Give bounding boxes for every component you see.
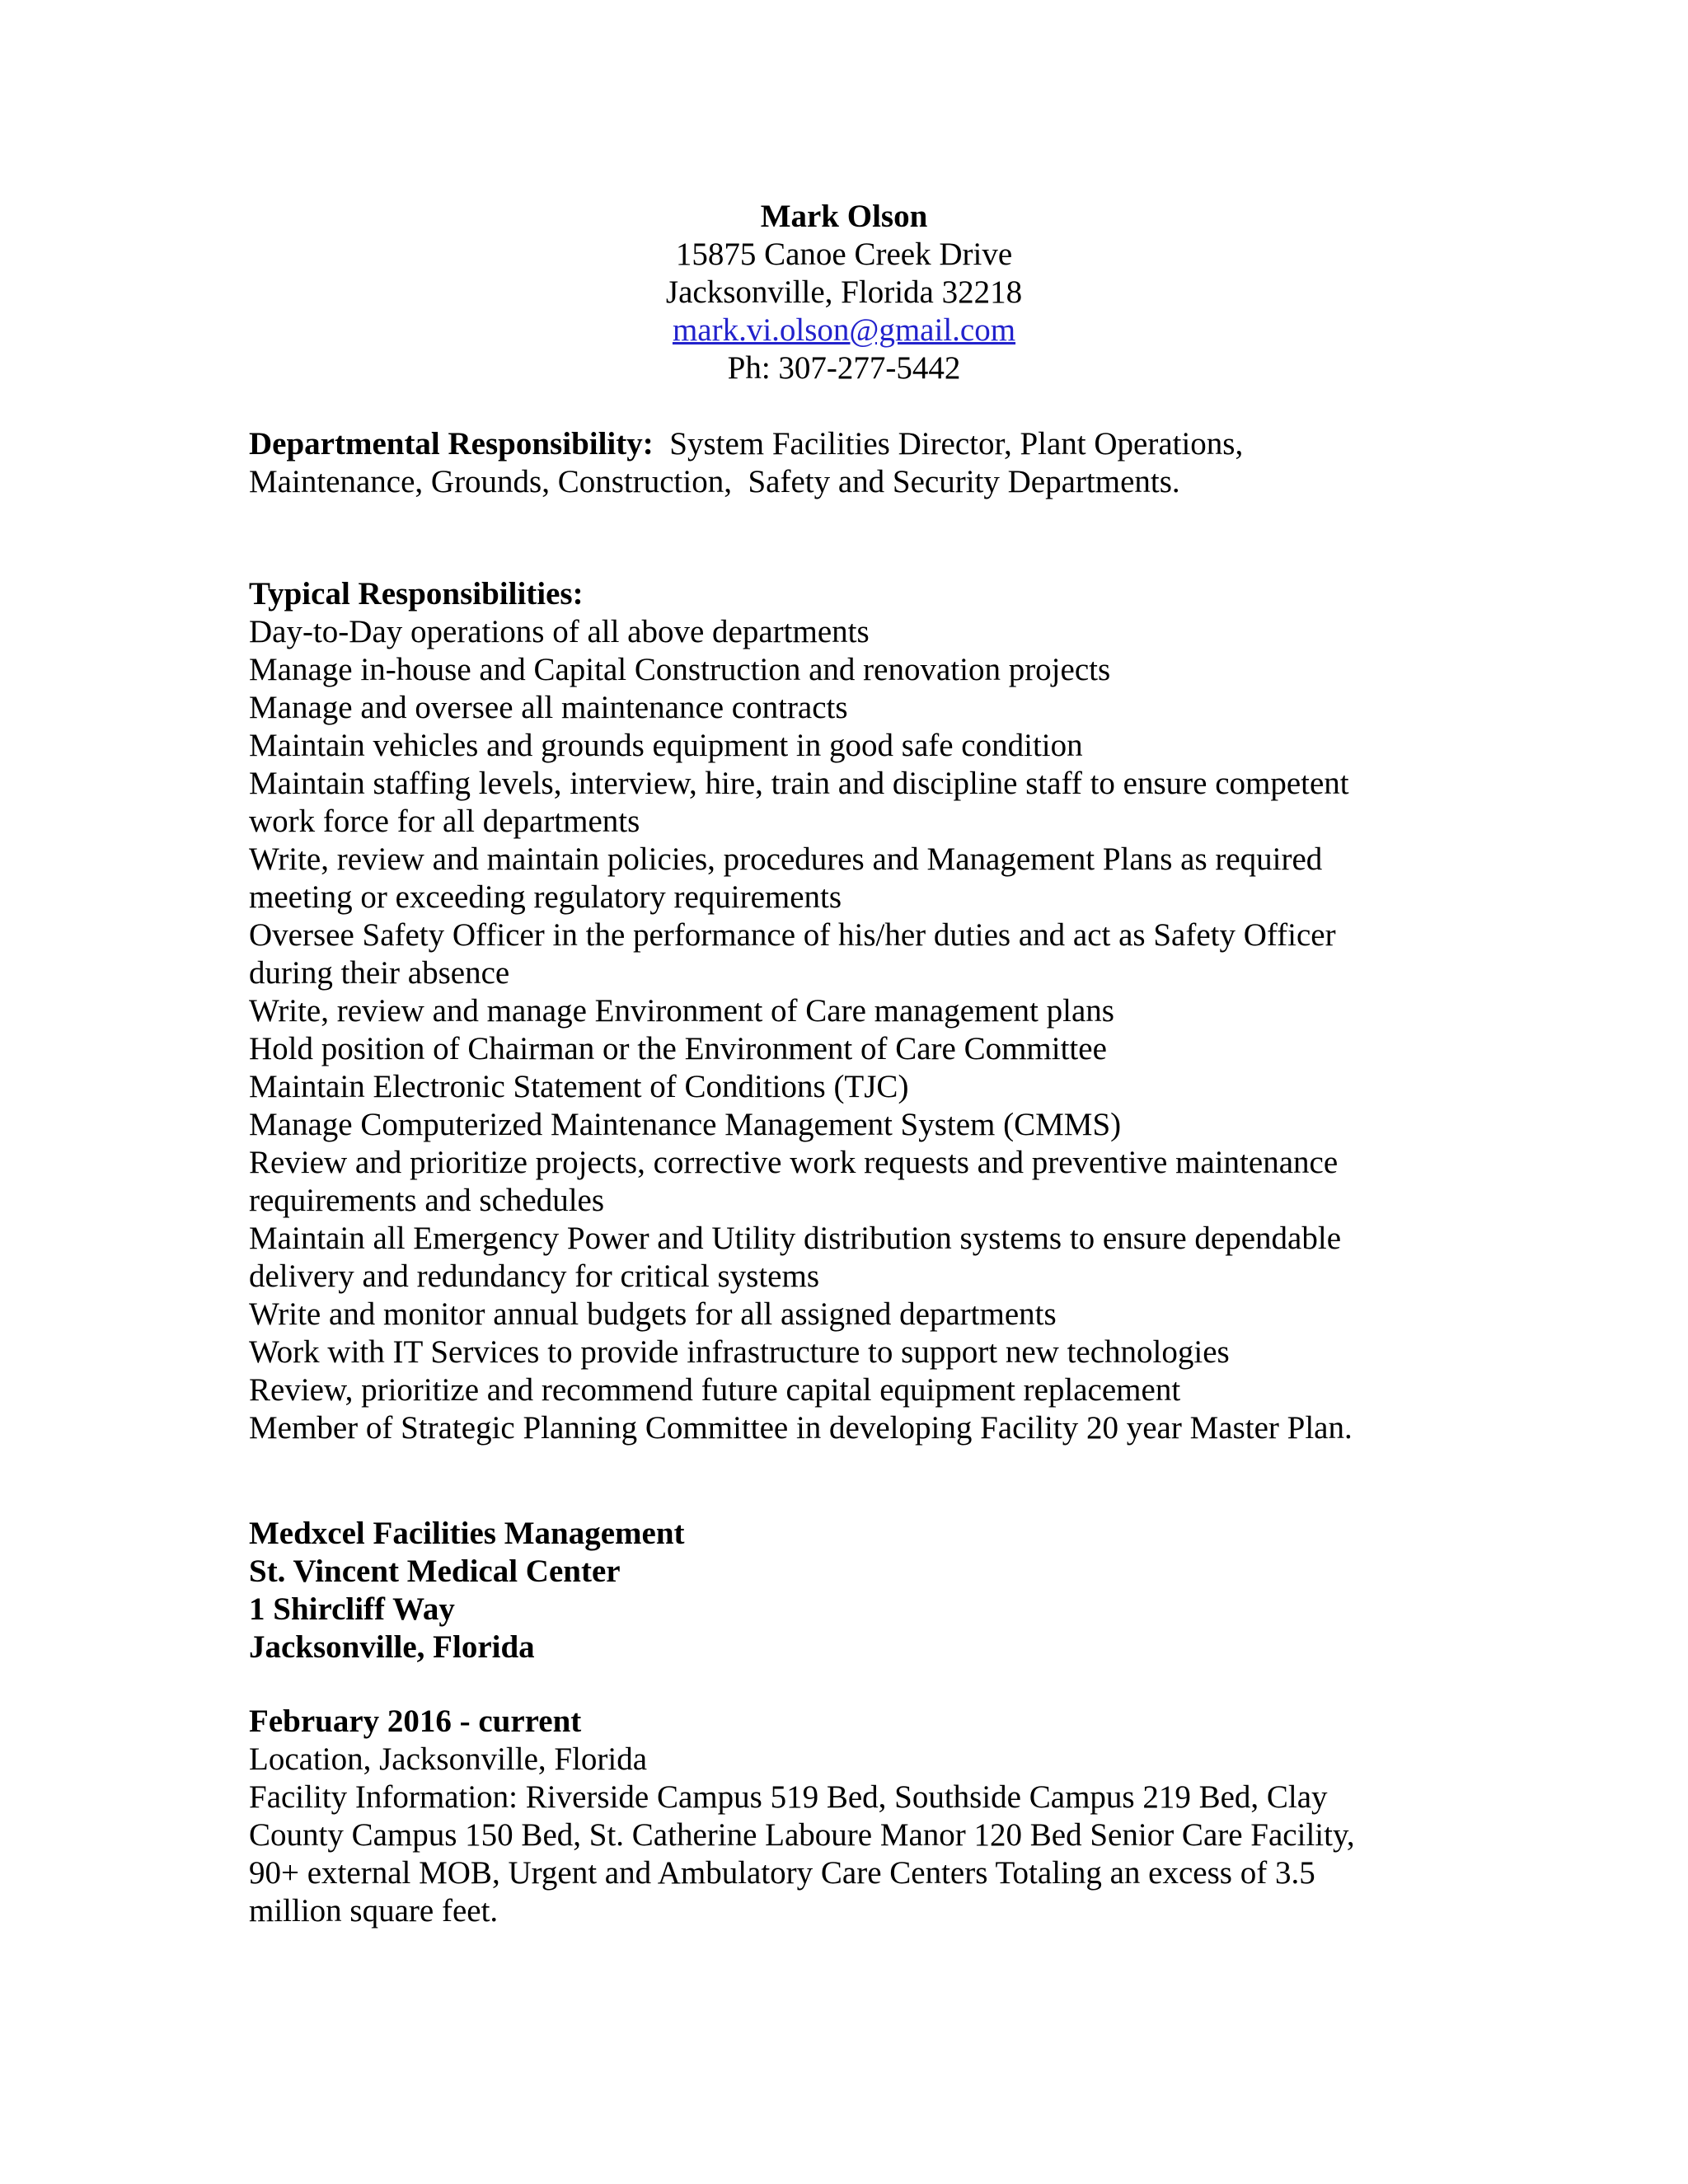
list-item: Maintain vehicles and grounds equipment in good safe condition bbox=[249, 728, 1083, 763]
list-item: Review and prioritize projects, corrective work requests and preventive maintenance bbox=[249, 1145, 1339, 1180]
address-line-2: Jacksonville, Florida 32218 bbox=[665, 274, 1023, 310]
list-item: Work with IT Services to provide infrastructure to support new technologies bbox=[249, 1334, 1230, 1370]
employer-line: St. Vincent Medical Center bbox=[249, 1554, 621, 1589]
facility-info-line: million square feet. bbox=[249, 1893, 499, 1929]
employer-block bbox=[249, 1515, 1436, 1666]
list-item: Maintain staffing levels, interview, hire, train and discipline staff to ensure competent bbox=[249, 766, 1349, 801]
list-item: Day-to-Day operations of all above departments bbox=[249, 614, 870, 649]
facility-info-line: County Campus 150 Bed, St. Catherine Laboure Manor 120 Bed Senior Care Facility, bbox=[249, 1817, 1355, 1853]
address-line-1: 15875 Canoe Creek Drive bbox=[675, 237, 1013, 272]
departmental-label: Departmental Responsibility: bbox=[249, 426, 654, 462]
list-item: Manage in-house and Capital Construction and renovation projects bbox=[249, 652, 1111, 687]
list-item: Manage and oversee all maintenance contracts bbox=[249, 690, 848, 725]
list-item: Oversee Safety Officer in the performance of his/her duties and act as Safety Officer bbox=[249, 917, 1336, 953]
departmental-responsibility bbox=[249, 425, 1436, 501]
list-item: delivery and redundancy for critical systems bbox=[249, 1258, 820, 1294]
list-item: Write, review and manage Environment of Care management plans bbox=[249, 993, 1114, 1029]
position-block bbox=[249, 1703, 1436, 1930]
typical-responsibilities bbox=[249, 575, 1436, 1447]
section-heading: Typical Responsibilities: bbox=[249, 576, 584, 612]
contact-header bbox=[0, 198, 1688, 387]
facility-info-line: 90+ external MOB, Urgent and Ambulatory Care Centers Totaling an excess of 3.5 bbox=[249, 1855, 1315, 1891]
phone-number: Ph: 307-277-5442 bbox=[727, 350, 961, 386]
applicant-name: Mark Olson bbox=[760, 199, 928, 234]
employment-dates: February 2016 - current bbox=[249, 1704, 582, 1739]
list-item: requirements and schedules bbox=[249, 1183, 605, 1218]
list-item: Maintain Electronic Statement of Conditions (TJC) bbox=[249, 1069, 909, 1104]
email-link[interactable]: mark.vi.olson@gmail.com bbox=[672, 312, 1016, 348]
employer-line: 1 Shircliff Way bbox=[249, 1591, 455, 1627]
employer-line: Medxcel Facilities Management bbox=[249, 1516, 685, 1551]
facility-info-line: Facility Information: Riverside Campus 519 Bed, Southside Campus 219 Bed, Clay bbox=[249, 1779, 1328, 1815]
position-location: Location, Jacksonville, Florida bbox=[249, 1741, 648, 1777]
list-item: Member of Strategic Planning Committee in developing Facility 20 year Master Plan. bbox=[249, 1410, 1353, 1446]
responsibility-list bbox=[249, 613, 1436, 1447]
list-item: Write, review and maintain policies, procedures and Management Plans as required bbox=[249, 841, 1323, 877]
list-item: Manage Computerized Maintenance Management System (CMMS) bbox=[249, 1107, 1122, 1142]
employer-line: Jacksonville, Florida bbox=[249, 1629, 535, 1665]
list-item: work force for all departments bbox=[249, 804, 640, 839]
departmental-text-2: Maintenance, Grounds, Construction, Safety and Security Departments. bbox=[249, 464, 1180, 499]
departmental-text-1: System Facilities Director, Plant Operations, bbox=[669, 426, 1244, 462]
list-item: Maintain all Emergency Power and Utility distribution systems to ensure dependable bbox=[249, 1221, 1342, 1256]
list-item: Review, prioritize and recommend future capital equipment replacement bbox=[249, 1372, 1181, 1408]
list-item: Hold position of Chairman or the Environment of Care Committee bbox=[249, 1031, 1107, 1066]
list-item: meeting or exceeding regulatory requirements bbox=[249, 879, 842, 915]
list-item: during their absence bbox=[249, 955, 510, 991]
list-item: Write and monitor annual budgets for all assigned departments bbox=[249, 1296, 1057, 1332]
